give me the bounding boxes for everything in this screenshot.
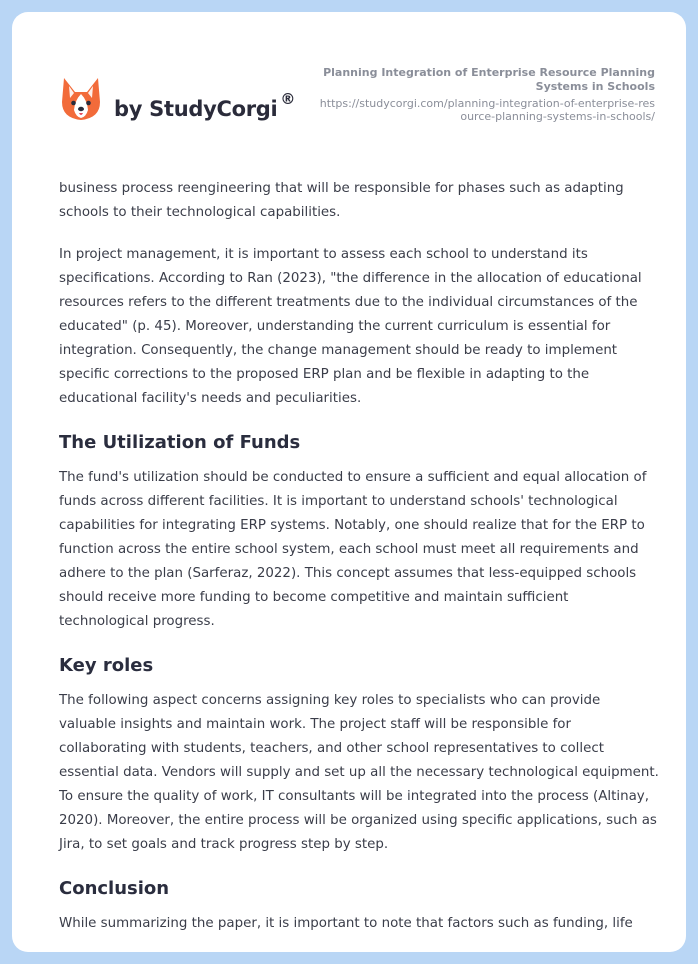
paragraph: The following aspect concerns assigning key roles to specialists who can provide valuable insights and maintain work. The project staff will be responsible for collaborating with students, teachers, and other school representatives to collect essential data. Vendors will supply and set up all the necessary technological equipment. To ensure the quality of work, IT consultants will be integrated into the process (Altinay, 2020). Moreover, the entire process will be organized using specific applications, such as Jira, to set goals and track progress step by step. [59, 693, 659, 852]
document-page [12, 12, 686, 952]
brand-text: by StudyCorgi [114, 97, 278, 121]
registered-mark: ® [280, 90, 296, 108]
paragraph: While summarizing the paper, it is important to note that factors such as funding, life [59, 916, 633, 931]
page-header [12, 12, 686, 152]
section-heading-key-roles: Key roles [59, 655, 154, 676]
brand-name[interactable] [114, 90, 296, 121]
section-heading-conclusion: Conclusion [59, 878, 170, 899]
section-heading-funds: The Utilization of Funds [59, 432, 301, 453]
corgi-logo-icon[interactable] [60, 76, 102, 122]
document-url[interactable]: https://studycorgi.com/planning-integration-of-enterprise-resource-planning-systems-in-schools/ [319, 97, 655, 123]
article-body [59, 177, 659, 952]
paragraph: The fund's utilization should be conducted to ensure a sufficient and equal allocation of funds across different facilities. It is important to understand schools' technological capabilities for integrating ERP systems. Notably, one should realize that for the ERP to function across the entire school system, each school must meet all requirements and adhere to the plan (Sarferaz, 2022). This concept assumes that less-equipped schools should receive more funding to become competitive and maintain sufficient technological progress. [59, 470, 647, 629]
document-title: Planning Integration of Enterprise Resource Planning Systems in Schools [323, 66, 655, 93]
paragraph: In project management, it is important to assess each school to understand its specifications. According to Ran (2023), "the difference in the allocation of educational resources refers to the different treatments due to the individual circumstances of the educated" (p. 45). Moreover, understanding the current curriculum is essential for integration. Consequently, the change management should be ready to implement specific corrections to the proposed ERP plan and be flexible in adapting to the educational facility's needs and peculiarities. [59, 247, 642, 406]
paragraph: business process reengineering that will be responsible for phases such as adapting schools to their technological capabilities. [59, 181, 624, 220]
